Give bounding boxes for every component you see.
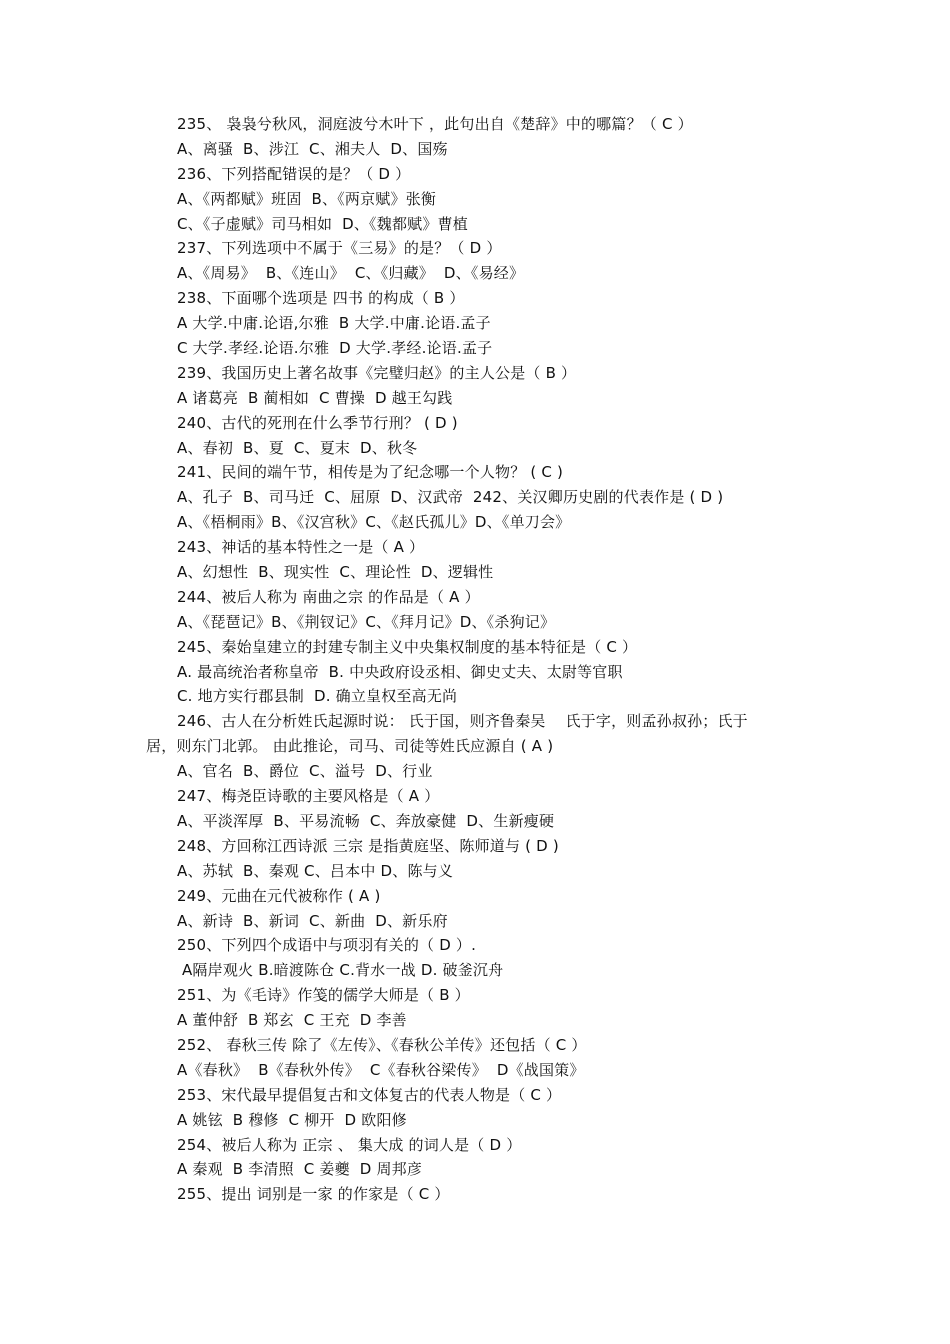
text-line: 249、元曲在元代被称作 ( A ) — [177, 886, 381, 905]
text-line: A、离骚 B、涉江 C、湘夫人 D、国殇 — [177, 139, 448, 158]
text-line: C. 地方实行郡县制 D. 确立皇权至高无尚 — [177, 687, 458, 706]
text-line: A、孔子 B、司马迁 C、屈原 D、汉武帝 242、关汉卿历史剧的代表作是 ( D ) — [177, 488, 724, 507]
text-line: 241、民间的端午节，相传是为了纪念哪一个人物？ ( C ) — [177, 463, 564, 482]
text-line: A 秦观 B 李清照 C 姜夔 D 周邦彦 — [177, 1160, 423, 1179]
text-line: 248、方回称江西诗派 三宗 是指黄庭坚、陈师道与 ( D ) — [177, 836, 559, 855]
text-line: 239、我国历史上著名故事《完璧归赵》的主人公是（ B ） — [177, 363, 577, 382]
text-line: C、《子虚赋》司马相如 D、《魏都赋》曹植 — [177, 214, 468, 233]
text-line: A. 最高统治者称皇帝 B. 中央政府设丞相、御史丈夫、太尉等官职 — [177, 662, 623, 681]
text-line: 237、下列选项中不属于《三易》的是？（ D ） — [177, 239, 502, 258]
text-line: A、新诗 B、新词 C、新曲 D、新乐府 — [177, 911, 448, 930]
text-line: 253、宋代最早提倡复古和文体复古的代表人物是（ C ） — [177, 1085, 562, 1104]
text-line: A、幻想性 B、现实性 C、理论性 D、逻辑性 — [177, 563, 494, 582]
text-line: 235、 袅袅兮秋风，洞庭波兮木叶下 ，此句出自《楚辞》中的哪篇？（ C ） — [177, 115, 693, 133]
text-line: 244、被后人称为 南曲之宗 的作品是（ A ） — [177, 587, 480, 606]
text-line: A、官名 B、爵位 C、溢号 D、行业 — [177, 762, 433, 781]
text-line: C 大学.孝经.论语.尔雅 D 大学.孝经.论语.孟子 — [177, 339, 493, 358]
text-line: 246、古人在分析姓氏起源时说： 氏于国，则齐鲁秦吴 氏于字，则孟孙叔孙；氏于 — [177, 712, 748, 731]
text-line: A《春秋》 B《春秋外传》 C《春秋谷梁传》 D《战国策》 — [177, 1060, 585, 1079]
text-line: 255、提出 词别是一家 的作家是（ C ） — [177, 1185, 450, 1204]
text-line: 252、 春秋三传 除了《左传》、《春秋公羊传》还包括（ C ） — [177, 1035, 587, 1054]
text-line: A 董仲舒 B 郑玄 C 王充 D 李善 — [177, 1011, 407, 1030]
document-page — [0, 112, 950, 1207]
text-line: 245、秦始皇建立的封建专制主义中央集权制度的基本特征是（ C ） — [177, 637, 638, 656]
text-line: A、《两都赋》班固 B、《两京赋》张衡 — [177, 189, 437, 208]
text-line: 254、被后人称为 正宗 、 集大成 的词人是（ D ） — [177, 1135, 522, 1154]
text-line: A、平淡浑厚 B、平易流畅 C、奔放豪健 D、生新瘦硬 — [177, 811, 555, 830]
text-line: A、《梧桐雨》B、《汉宫秋》C、《赵氏孤儿》D、《单刀会》 — [177, 513, 571, 532]
text-line: A、《琵琶记》B、《荆钗记》C、《拜月记》D、《杀狗记》 — [177, 612, 556, 631]
text-line: A、苏轼 B、秦观 C、吕本中 D、陈与义 — [177, 861, 454, 880]
text-line: 251、为《毛诗》作笺的儒学大师是（ B ） — [177, 986, 470, 1005]
text-line: 247、梅尧臣诗歌的主要风格是（ A ） — [177, 787, 440, 806]
text-line: A、《周易》 B、《连山》 C、《归藏》 D、《易经》 — [177, 264, 525, 283]
text-line: A、春初 B、夏 C、夏末 D、秋冬 — [177, 438, 418, 457]
text-line: 250、下列四个成语中与项羽有关的（ D ）. — [177, 936, 477, 955]
text-line: 居，则东门北郭。 由此推论，司马、司徒等姓氏应源自 ( A ) — [146, 737, 554, 756]
text-line: 238、下面哪个选项是 四书 的构成（ B ） — [177, 289, 465, 308]
text-line: A 诸葛亮 B 蔺相如 C 曹操 D 越王勾践 — [177, 388, 453, 407]
text-line: A隔岸观火 B.暗渡陈仓 C.背水一战 D. 破釜沉舟 — [177, 961, 504, 980]
text-line: A 大学.中庸.论语,尔雅 B 大学.中庸.论语.孟子 — [177, 314, 491, 333]
text-line: A 姚铉 B 穆修 C 柳开 D 欧阳修 — [177, 1110, 407, 1129]
text-line: 240、古代的死刑在什么季节行刑？ ( D ) — [177, 413, 458, 432]
text-line: 236、下列搭配错误的是？（ D ） — [177, 164, 411, 183]
text-line: 243、神话的基本特性之一是（ A ） — [177, 538, 425, 557]
